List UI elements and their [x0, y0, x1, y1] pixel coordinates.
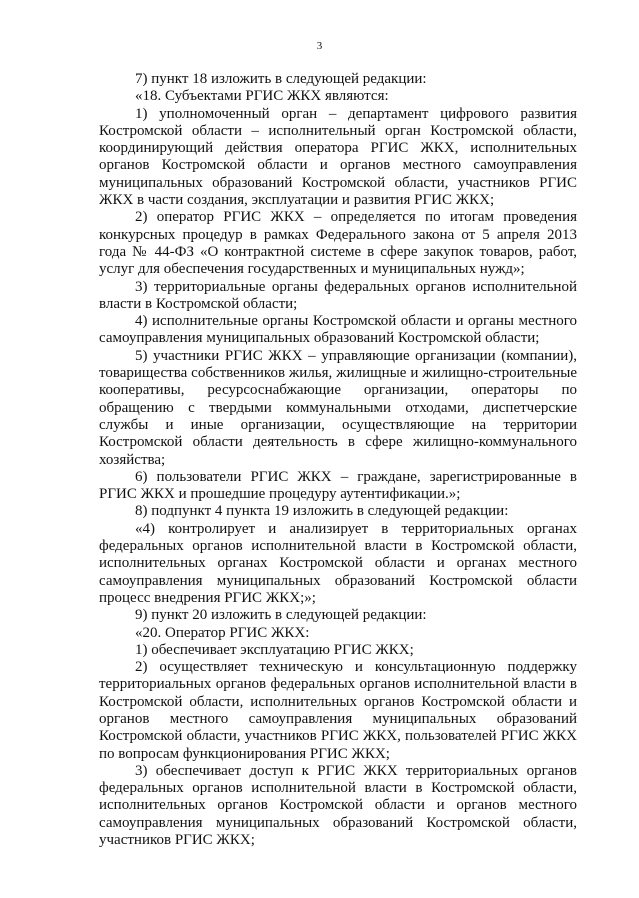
- paragraph-subpoint-4: «4) контролирует и анализирует в территориальных органах федеральных органов исполнительной власти в Костромской области, исполнительных органах Костромской области и органах местного самоуправления муниципальных образований Костромской области процесс внедрения РГИС ЖКХ;»;: [99, 520, 577, 606]
- paragraph-item-7: 7) пункт 18 изложить в следующей редакции:: [135, 71, 427, 87]
- paragraph-point-20-heading: «20. Оператор РГИС ЖКХ:: [135, 624, 310, 641]
- page-number: 3: [316, 40, 323, 52]
- paragraph-point-18-heading: «18. Субъектами РГИС ЖКХ являются:: [135, 88, 389, 105]
- paragraph-subject-3: 3) территориальные органы федеральных органов исполнительной власти в Костромской области;: [99, 278, 577, 312]
- paragraph-item-8: 8) подпункт 4 пункта 19 изложить в следующей редакции:: [135, 503, 509, 520]
- paragraph-operator-3: 3) обеспечивает доступ к РГИС ЖКХ территориальных органов федеральных органов исполнительной власти в Костромской области, исполнительных органов Костромской области и органов местного самоуправления муниципальных образований Костромской области, участников РГИС ЖКХ;: [99, 762, 577, 849]
- paragraph-subject-6: 6) пользователи РГИС ЖКХ – граждане, зарегистрированные в РГИС ЖКХ и прошедшие процедуру аутентификации.»;: [99, 468, 577, 503]
- paragraph-subject-4: 4) исполнительные органы Костромской области и органы местного самоуправления муниципальных образований Костромской области;: [99, 313, 577, 347]
- paragraph-operator-1: 1) обеспечивает эксплуатацию РГИС ЖКХ;: [135, 641, 414, 658]
- paragraph-subject-2: 2) оператор РГИС ЖКХ – определяется по итогам проведения конкурсных процедур в рамках Федерального закона от 5 апреля 2013 года № 44-ФЗ «О контрактной системе в сфере закупок товаров, работ, услуг для обеспечения государственных и муниципальных нужд»;: [99, 209, 577, 278]
- document-body: [99, 71, 577, 849]
- paragraph-subject-5: 5) участники РГИС ЖКХ – управляющие организации (компании), товарищества собственников жилья, жилищные и жилищно-строительные кооперативы, ресурсоснабжающие организации, операторы по обращению с твердыми коммунальными отходами, диспетчерские службы и иные организации, осуществляющие на территории Костромской области деятельность в сфере жилищно-коммунального хозяйства;: [99, 347, 577, 468]
- paragraph-operator-2: 2) осуществляет техническую и консультационную поддержку территориальных органов федеральных органов исполнительной власти в Костромской области, исполнительных органов Костромской области и органов местного самоуправления муниципальных образований Костромской области, участников РГИС ЖКХ, пользователей РГИС ЖКХ по вопросам функционирования РГИС ЖКХ;: [99, 659, 577, 762]
- paragraph-item-9: 9) пункт 20 изложить в следующей редакции:: [135, 607, 427, 624]
- paragraph-subject-1: 1) уполномоченный орган – департамент цифрового развития Костромской области – исполнительный орган Костромской области, координирующий действия оператора РГИС ЖКХ, исполнительных органов Костромской области и органов местного самоуправления муниципальных образований Костромской области, участников РГИС ЖКХ в части создания, эксплуатации и развития РГИС ЖКХ;: [99, 105, 577, 209]
